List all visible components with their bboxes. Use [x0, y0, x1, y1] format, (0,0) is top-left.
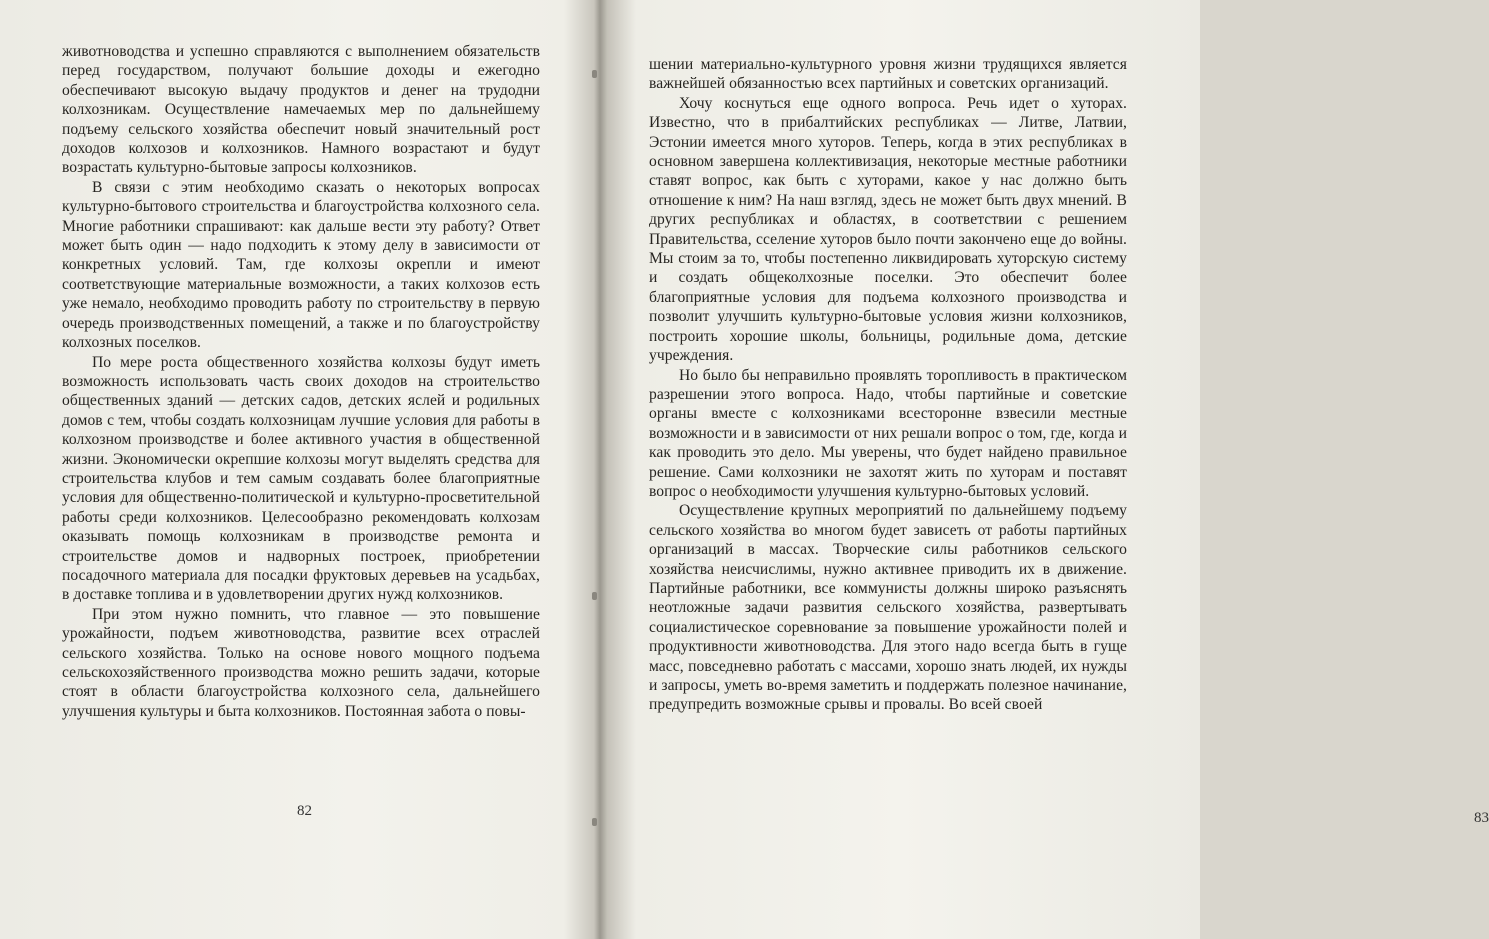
- paragraph: При этом нужно помнить, что главное — это повышение урожайности, подъем животноводства, развитие всех отраслей сельского хозяйства. Только на основе нового мощного подъема сельскохозяйственного производства можно решить задачи, которые стоят в области благоустройства колхозного села, дальнейшего улучшения культуры и быта колхозников. Постоянная забота о повы-: [62, 605, 540, 720]
- left-page-text: [62, 42, 540, 721]
- page-number: 83: [1474, 810, 1489, 826]
- page-number: 82: [297, 803, 312, 819]
- paragraph: шении материально-культурного уровня жизни трудящихся является важнейшей обязанностью всех партийных и советских организаций.: [649, 56, 1127, 93]
- left-page: [0, 0, 598, 939]
- paragraph: животноводства и успешно справляются с выполнением обязательств перед государством, получают большие доходы и ежегодно обеспечивают высокую выдачу продуктов и денег на трудодни колхозникам. Осуществление намечаемых мер по дальнейшему подъему сельского хозяйства обеспечит новый значительный рост доходов колхозов и колхозников. Намного возрастают и будут возрастать культурно-бытовые запросы колхозников.: [62, 43, 540, 177]
- paragraph: По мере роста общественного хозяйства колхозы будут иметь возможность использовать часть своих доходов на строительство общественных зданий — детских садов, детских яслей и родильных домов с тем, чтобы создать колхозницам лучшие условия для работы в колхозном производстве и более активного участия в общественной жизни. Экономически окрепшие колхозы могут выделять средства для строительства клубов и тем самым создавать более благоприятные условия для общественно-политической и культурно-просветительной работы среди колхозников. Целесообразно рекомендовать колхозам оказывать помощь колхозникам в производстве ремонта и строительстве домов и надворных построек, приобретении посадочного материала для посадки фруктовых деревьев на усадьбах, в доставке топлива и в удовлетворении других нужд колхозников.: [62, 353, 540, 604]
- paragraph: Хочу коснуться еще одного вопроса. Речь идет о хуторах. Известно, что в прибалтийских республиках — Литве, Латвии, Эстонии имеется много хуторов. Теперь, когда в этих республиках в основном завершена коллективизация, некоторые местные работники ставят вопрос, как быть с хуторами, какое у нас должно быть отношение к ним? На наш взгляд, здесь не может быть двух мнений. В других республиках и областях, в соответствии с решением Правительства, сселение хуторов было почти закончено еще до войны. Мы стоим за то, чтобы постепенно ликвидировать хуторскую систему и создать общеколхозные поселки. Это обеспечит более благоприятные условия для подъема колхозного производства и позволит улучшить культурно-бытовые условия жизни колхозников, построить хорошие школы, больницы, родильные дома, детские учреждения.: [649, 94, 1127, 365]
- paragraph: Но было бы неправильно проявлять торопливость в практическом разрешении этого вопроса. Надо, чтобы партийные и советские органы вместе с колхозниками всесторонне взвесили местные возможности и в зависимости от них решали вопрос о том, где, когда и как проводить это дело. Мы уверены, что будет найдено правильное решение. Сами колхозники не захотят жить по хуторам и поставят вопрос о необходимости улучшения культурно-бытовых условий.: [649, 366, 1127, 500]
- right-page-text: [649, 55, 1127, 715]
- paragraph: В связи с этим необходимо сказать о некоторых вопросах культурно-бытового строительства и благоустройства колхозного села. Многие работники спрашивают: как дальше вести эту работу? Ответ может быть один — надо подходить к этому делу в зависимости от конкретных условий. Там, где колхозы окрепли и имеют соответствующие материальные возможности, а таких колхозов есть уже немало, необходимо проводить работу по строительству в первую очередь производственных помещений, а также и по благоустройству колхозных поселков.: [62, 178, 540, 352]
- paragraph: Осуществление крупных мероприятий по дальнейшему подъему сельского хозяйства во многом будет зависеть от работы партийных организаций в массах. Творческие силы работников сельского хозяйства неисчислимы, нужно активнее приводить их в движение. Партийные работники, все коммунисты должны широко разъяснять неотложные задачи развития сельского хозяйства, развертывать социалистическое соревнование за повышение урожайности полей и продуктивности животноводства. Для этого надо всегда быть в гуще масс, повседневно работать с массами, хорошо знать людей, их нужды и запросы, уметь во-время заметить и поддержать полезное начинание, предупредить возможные срывы и провалы. Во всей своей: [649, 502, 1127, 714]
